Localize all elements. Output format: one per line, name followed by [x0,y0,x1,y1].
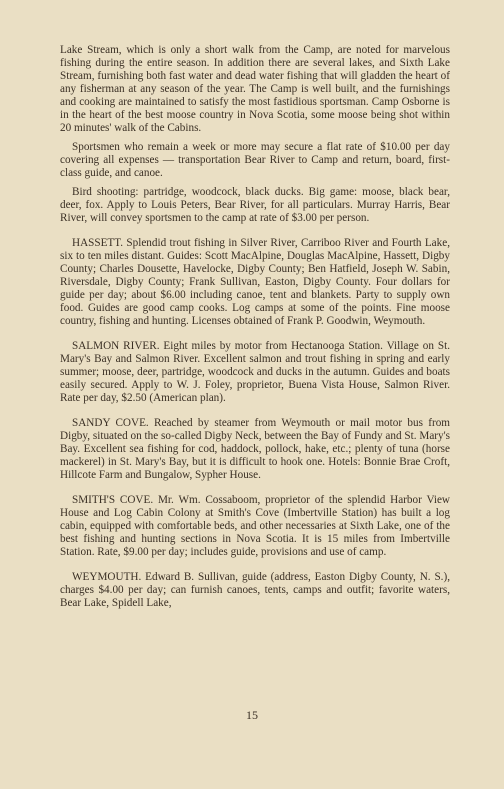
paragraph-hassett: HASSETT. Splendid trout fishing in Silver River, Carriboo River and Fourth Lake, six to ten miles distant. Guides: Scott MacAlpine, Douglas MacAlpine, Hassett, Digby County; Charles Dousette, Havelocke, Digby County; Ben Hatfield, Joseph W. Sabin, Riversdale, Digby County; Frank Sullivan, Easton, Digby County. Four dollars for guide per day; about $6.00 including canoe, tent and blankets. Party to supply own food. Guides are good camp cooks. Log camps at some of the points. Fine moose country, fishing and hunting. Licenses obtained of Frank P. Goodwin, Weymouth. [60,237,450,327]
paragraph-camp-osborne: Lake Stream, which is only a short walk from the Camp, are noted for marvelous fishing during the entire season. In addition there are several lakes, and Sixth Lake Stream, furnishing both fast water and dead water fishing that will gladden the heart of any fisherman at any season of the year. The Camp is well built, and the furnishings and cooking are maintained to satisfy the most fastidious sportsman. Camp Osborne is in the heart of the best moose country in Nova Scotia, some moose being shot within 20 minutes' walk of the Cabins. [60,44,450,134]
page-number: 15 [246,708,258,722]
paragraph-smiths-cove: SMITH'S COVE. Mr. Wm. Cossaboom, proprietor of the splendid Harbor View House and Log Cabin Colony at Smith's Cove (Imbertville Station) has built a log cabin, equipped with comfortable beds, and other necessaries at Sixth Lake, one of the best fishing and hunting sections in Nova Scotia. It is 15 miles from Imbertville Station. Rate, $9.00 per day; includes guide, provisions and use of camp. [60,494,450,558]
paragraph-flat-rate: Sportsmen who remain a week or more may secure a flat rate of $10.00 per day covering all expenses — transportation Bear River to Camp and return, board, first-class guide, and canoe. [60,141,450,179]
paragraph-salmon-river: SALMON RIVER. Eight miles by motor from Hectanooga Station. Village on St. Mary's Bay and Salmon River. Excellent salmon and trout fishing in spring and early summer; moose, deer, partridge, woodcock and ducks in the autumn. Guides and boats easily secured. Apply to W. J. Foley, proprietor, Buena Vista House, Salmon River. Rate per day, $2.50 (American plan). [60,340,450,404]
paragraph-sandy-cove: SANDY COVE. Reached by steamer from Weymouth or mail motor bus from Digby, situated on the so-called Digby Neck, between the Bay of Fundy and St. Mary's Bay. Excellent sea fishing for cod, haddock, pollock, hake, etc.; plenty of tuna (horse mackerel) in St. Mary's Bay, but it is difficult to hook one. Hotels: Bonnie Brae Croft, Hillcote Farm and Bungalow, Sypher House. [60,417,450,481]
page-body [60,44,450,610]
paragraph-weymouth: WEYMOUTH. Edward B. Sullivan, guide (address, Easton Digby County, N. S.), charges $4.00 per day; can furnish canoes, tents, camps and outfit; favorite waters, Bear Lake, Spidell Lake, [60,571,450,609]
paragraph-bird-shooting: Bird shooting: partridge, woodcock, black ducks. Big game: moose, black bear, deer, fox. Apply to Louis Peters, Bear River, for all particulars. Murray Harris, Bear River, will convey sportsmen to the camp at rate of $3.00 per person. [60,186,450,224]
